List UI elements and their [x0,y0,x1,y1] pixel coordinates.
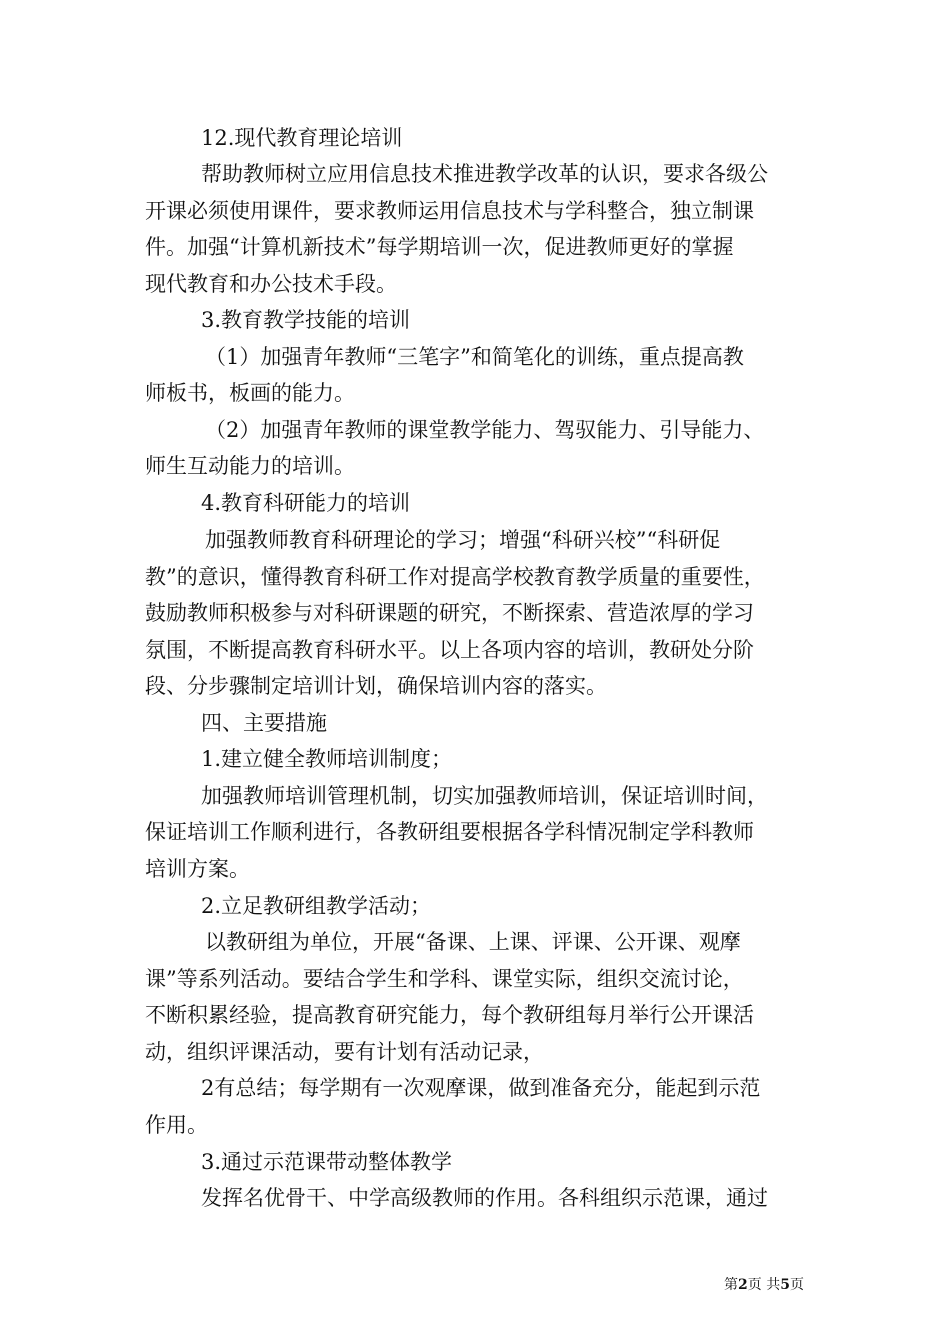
paragraph-line: 段、分步骤制定培训计划，确保培训内容的落实。 [145,674,607,698]
section-heading-3: 3.教育教学技能的培训 [201,308,411,332]
paragraph-line: 课”等系列活动。要结合学生和学科、课堂实际，组织交流讨论， [145,967,744,991]
section-heading-12: 12.现代教育理论培训 [201,126,403,150]
total-page-count: 5 [780,1277,790,1293]
paragraph-line: 动，组织评课活动，要有计划有活动记录， [145,1040,544,1064]
section-heading-four: 四、主要措施 [201,711,327,735]
paragraph-line: 不断积累经验，提高教育研究能力，每个教研组每月举行公开课活 [145,1003,754,1027]
current-page-number: 2 [738,1277,748,1293]
subheading-2: 2.立足教研组教学活动； [201,894,432,918]
paragraph-line: 氛围，不断提高教育科研水平。以上各项内容的培训，教研处分阶 [145,638,754,662]
paragraph-line: 开课必须使用课件，要求教师运用信息技术与学科整合，独立制课 [145,199,754,223]
section-heading-4: 4.教育科研能力的培训 [201,491,411,515]
footer-suffix: 页 [790,1277,804,1293]
paragraph-line: 鼓励教师积极参与对科研课题的研究，不断探索、营造浓厚的学习 [145,601,754,625]
paragraph-line: 保证培训工作顺利进行，各教研组要根据各学科情况制定学科教师 [145,820,754,844]
paragraph-line: 教”的意识，懂得教育科研工作对提高学校教育教学质量的重要性， [145,565,765,589]
paragraph-line: 师生互动能力的培训。 [145,454,355,478]
paragraph-line: （2）加强青年教师的课堂教学能力、驾驭能力、引导能力、 [205,418,765,442]
page-footer [724,1276,804,1294]
paragraph-line: 以教研组为单位，开展“备课、上课、评课、公开课、观摩 [205,930,741,954]
paragraph-line: 2有总结；每学期有一次观摩课，做到准备充分，能起到示范 [201,1076,761,1100]
footer-middle: 页 共 [747,1277,781,1293]
paragraph-line: 加强教师培训管理机制，切实加强教师培训，保证培训时间， [201,784,768,808]
footer-prefix: 第 [724,1277,739,1293]
subheading-1: 1.建立健全教师培训制度； [201,747,453,771]
paragraph-line: （1）加强青年教师“三笔字”和简笔化的训练，重点提高教 [205,345,744,369]
paragraph-line: 加强教师教育科研理论的学习；增强“科研兴校”“科研促 [205,528,721,552]
paragraph-line: 培训方案。 [145,857,250,881]
subheading-3: 3.通过示范课带动整体教学 [201,1150,453,1174]
paragraph-line: 发挥名优骨干、中学高级教师的作用。各科组织示范课，通过 [201,1186,768,1210]
paragraph-line: 现代教育和办公技术手段。 [145,272,397,296]
paragraph-line: 作用。 [145,1113,208,1137]
paragraph-line: 件。加强“计算机新技术”每学期培训一次，促进教师更好的掌握 [145,235,734,259]
paragraph-line: 师板书，板画的能力。 [145,381,355,405]
paragraph-line: 帮助教师树立应用信息技术推进教学改革的认识，要求各级公 [201,162,768,186]
